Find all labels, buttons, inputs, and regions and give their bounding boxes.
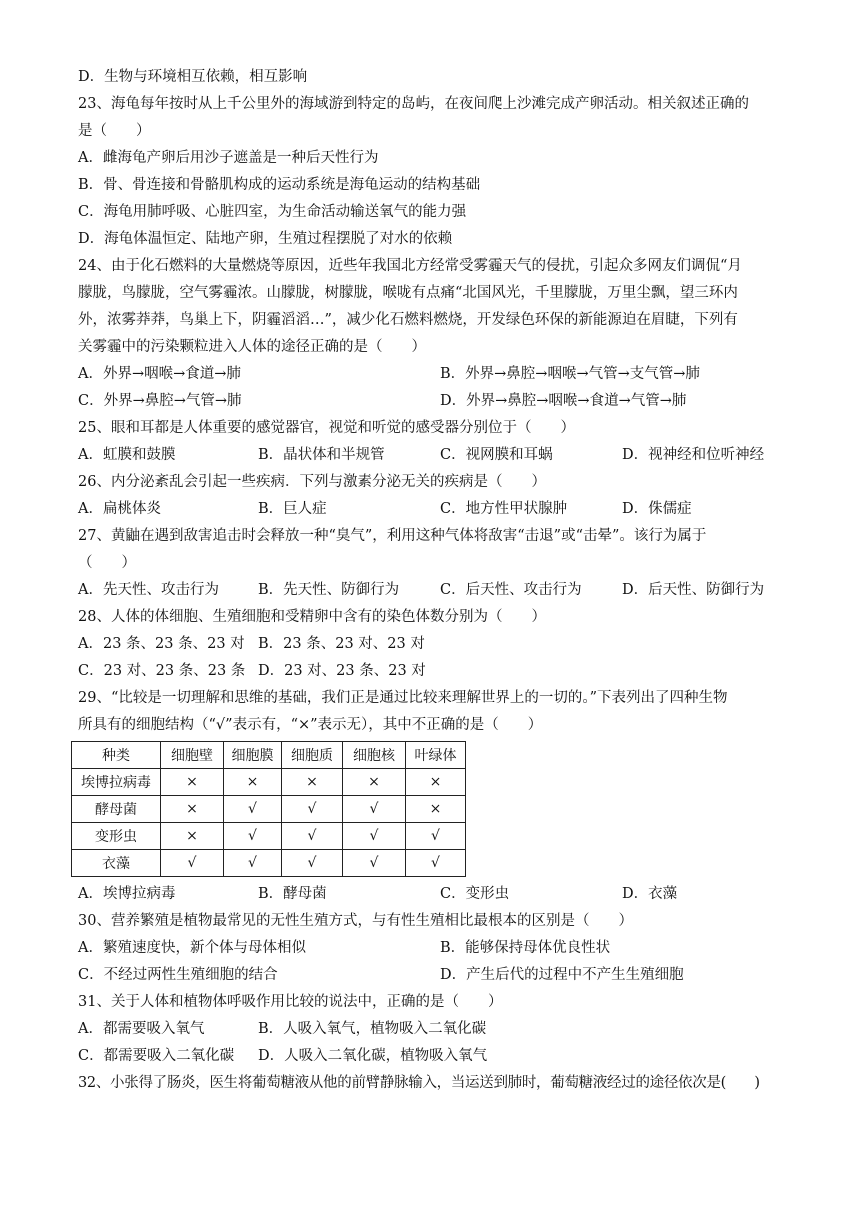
- q29-option-b: B．酵母菌: [258, 886, 327, 902]
- q25-stem: 25、眼和耳都是人体重要的感觉器官，视觉和听觉的感受器分别位于（ ）: [78, 420, 575, 436]
- q27-option-a: A．先天性、攻击行为: [78, 582, 219, 598]
- table-row: [72, 796, 466, 823]
- table-cell: ×: [161, 823, 224, 850]
- q30-option-a: A．繁殖速度快，新个体与母体相似: [78, 940, 306, 956]
- q30-stem: 30、营养繁殖是植物最常见的无性生殖方式，与有性生殖相比最根本的区别是（ ）: [78, 913, 633, 929]
- q25-option-b: B．晶状体和半规管: [258, 447, 385, 463]
- q23-option-c: C．海龟用肺呼吸、心脏四室，为生命活动输送氧气的能力强: [78, 204, 467, 220]
- table-cell: √: [343, 850, 406, 877]
- q24-stem-1: 24、由于化石燃料的大量燃烧等原因，近些年我国北方经常受雾霾天气的侵扰，引起众多网友们调侃“月: [78, 258, 742, 274]
- table-cell: ×: [343, 769, 406, 796]
- q27-option-d: D．后天性、防御行为: [622, 582, 765, 598]
- table-cell: ×: [282, 769, 343, 796]
- table-cell: √: [224, 823, 282, 850]
- q30-option-b: B．能够保持母体优良性状: [440, 940, 611, 956]
- q22-option-d: D．生物与环境相互依赖，相互影响: [78, 69, 308, 85]
- q24-stem-3: 外，浓雾莽莽，鸟巢上下，阴霾滔滔…”，减少化石燃料燃烧，开发绿色环保的新能源迫在眉睫，下列有: [78, 312, 738, 328]
- q24-stem-4: 关雾霾中的污染颗粒进入人体的途径正确的是（ ）: [78, 339, 426, 355]
- q26-stem: 26、内分泌紊乱会引起一些疾病．下列与激素分泌无关的疾病是（ ）: [78, 474, 546, 490]
- table-cell: 埃博拉病毒: [72, 769, 161, 796]
- q28-option-a: A．23 条、23 条、23 对: [78, 636, 245, 652]
- table-header-cell: 细胞核: [343, 742, 406, 769]
- table-cell: √: [406, 850, 466, 877]
- q31-option-c: C．都需要吸入二氧化碳: [78, 1048, 235, 1064]
- q27-option-c: C．后天性、攻击行为: [440, 582, 582, 598]
- q29-option-c: C．变形虫: [440, 886, 510, 902]
- q29-stem-cont: 所具有的细胞结构（“√”表示有，“×”表示无），其中不正确的是（ ）: [78, 717, 543, 733]
- table-cell: √: [282, 823, 343, 850]
- cell-structure-table: [71, 741, 466, 877]
- q28-stem: 28、人体的体细胞、生殖细胞和受精卵中含有的染色体数分别为（ ）: [78, 609, 546, 625]
- table-cell: √: [224, 850, 282, 877]
- q23-stem: 23、海龟每年按时从上千公里外的海域游到特定的岛屿，在夜间爬上沙滩完成产卵活动。相关叙述正确的: [78, 96, 749, 112]
- table-header-cell: 细胞壁: [161, 742, 224, 769]
- q27-stem: 27、黄鼬在遇到敌害追击时会释放一种“臭气”，利用这种气体将敌害“击退”或“击晕”。该行为属于: [78, 528, 707, 544]
- table-cell: √: [406, 823, 466, 850]
- q25-option-d: D．视神经和位听神经: [622, 447, 765, 463]
- table-cell: 酵母菌: [72, 796, 161, 823]
- q25-option-a: A．虹膜和鼓膜: [78, 447, 176, 463]
- q24-option-b: B．外界→鼻腔→咽喉→气管→支气管→肺: [440, 366, 700, 382]
- q30-option-d: D．产生后代的过程中不产生生殖细胞: [440, 967, 684, 983]
- table-row: [72, 850, 466, 877]
- q28-option-b: B．23 条、23 对、23 对: [258, 636, 425, 652]
- table-cell: √: [282, 850, 343, 877]
- table-cell: 衣藻: [72, 850, 161, 877]
- q31-stem: 31、关于人体和植物体呼吸作用比较的说法中，正确的是（ ）: [78, 994, 503, 1010]
- table-cell: √: [224, 796, 282, 823]
- q28-option-c: C．23 对、23 条、23 条: [78, 663, 246, 679]
- table-cell: ×: [161, 796, 224, 823]
- q26-option-a: A．扁桃体炎: [78, 501, 161, 517]
- q29-stem: 29、“比较是一切理解和思维的基础，我们正是通过比较来理解世界上的一切的。”下表列出了四种生物: [78, 690, 728, 706]
- q32-stem: 32、小张得了肠炎，医生将葡萄糖液从他的前臂静脉输入，当运送到肺时，葡萄糖液经过的途径依次是( ): [78, 1075, 760, 1091]
- table-cell: √: [161, 850, 224, 877]
- q27-option-b: B．先天性、防御行为: [258, 582, 400, 598]
- q29-option-a: A．埃博拉病毒: [78, 886, 176, 902]
- q24-option-a: A．外界→咽喉→食道→肺: [78, 366, 241, 382]
- q23-option-d: D．海龟体温恒定、陆地产卵，生殖过程摆脱了对水的依赖: [78, 231, 453, 247]
- table-cell: √: [343, 823, 406, 850]
- table-cell: ×: [406, 769, 466, 796]
- table-header-cell: 种类: [72, 742, 161, 769]
- q31-option-d: D．人吸入二氧化碳，植物吸入氧气: [258, 1048, 488, 1064]
- q24-option-d: D．外界→鼻腔→咽喉→食道→气管→肺: [440, 393, 687, 409]
- q25-option-c: C．视网膜和耳蜗: [440, 447, 553, 463]
- table-header-row: [72, 742, 466, 769]
- table-cell: √: [343, 796, 406, 823]
- q31-option-a: A．都需要吸入氧气: [78, 1021, 205, 1037]
- q26-option-c: C．地方性甲状腺肿: [440, 501, 568, 517]
- q29-option-d: D．衣藻: [622, 886, 678, 902]
- table-cell: ×: [224, 769, 282, 796]
- table-row: [72, 769, 466, 796]
- q23-option-b: B．骨、骨连接和骨骼肌构成的运动系统是海龟运动的结构基础: [78, 177, 481, 193]
- table-row: [72, 823, 466, 850]
- q24-stem-2: 朦胧，鸟朦胧，空气雾霾浓。山朦胧，树朦胧，喉咙有点痛“北国风光，千里朦胧，万里尘飘，望三环内: [78, 285, 738, 301]
- q26-option-b: B．巨人症: [258, 501, 327, 517]
- table-header-cell: 细胞质: [282, 742, 343, 769]
- q28-option-d: D．23 对、23 条、23 对: [258, 663, 426, 679]
- q24-option-c: C．外界→鼻腔→气管→肺: [78, 393, 242, 409]
- q31-option-b: B．人吸入氧气，植物吸入二氧化碳: [258, 1021, 487, 1037]
- q23-option-a: A．雌海龟产卵后用沙子遮盖是一种后天性行为: [78, 150, 379, 166]
- table-header-cell: 细胞膜: [224, 742, 282, 769]
- table-cell: ×: [406, 796, 466, 823]
- table-header-cell: 叶绿体: [406, 742, 466, 769]
- table-cell: 变形虫: [72, 823, 161, 850]
- table-cell: ×: [161, 769, 224, 796]
- q26-option-d: D．侏儒症: [622, 501, 692, 517]
- q30-option-c: C．不经过两性生殖细胞的结合: [78, 967, 278, 983]
- q27-stem-cont: （ ）: [78, 555, 136, 571]
- table-cell: √: [282, 796, 343, 823]
- q23-stem-cont: 是（ ）: [78, 123, 151, 139]
